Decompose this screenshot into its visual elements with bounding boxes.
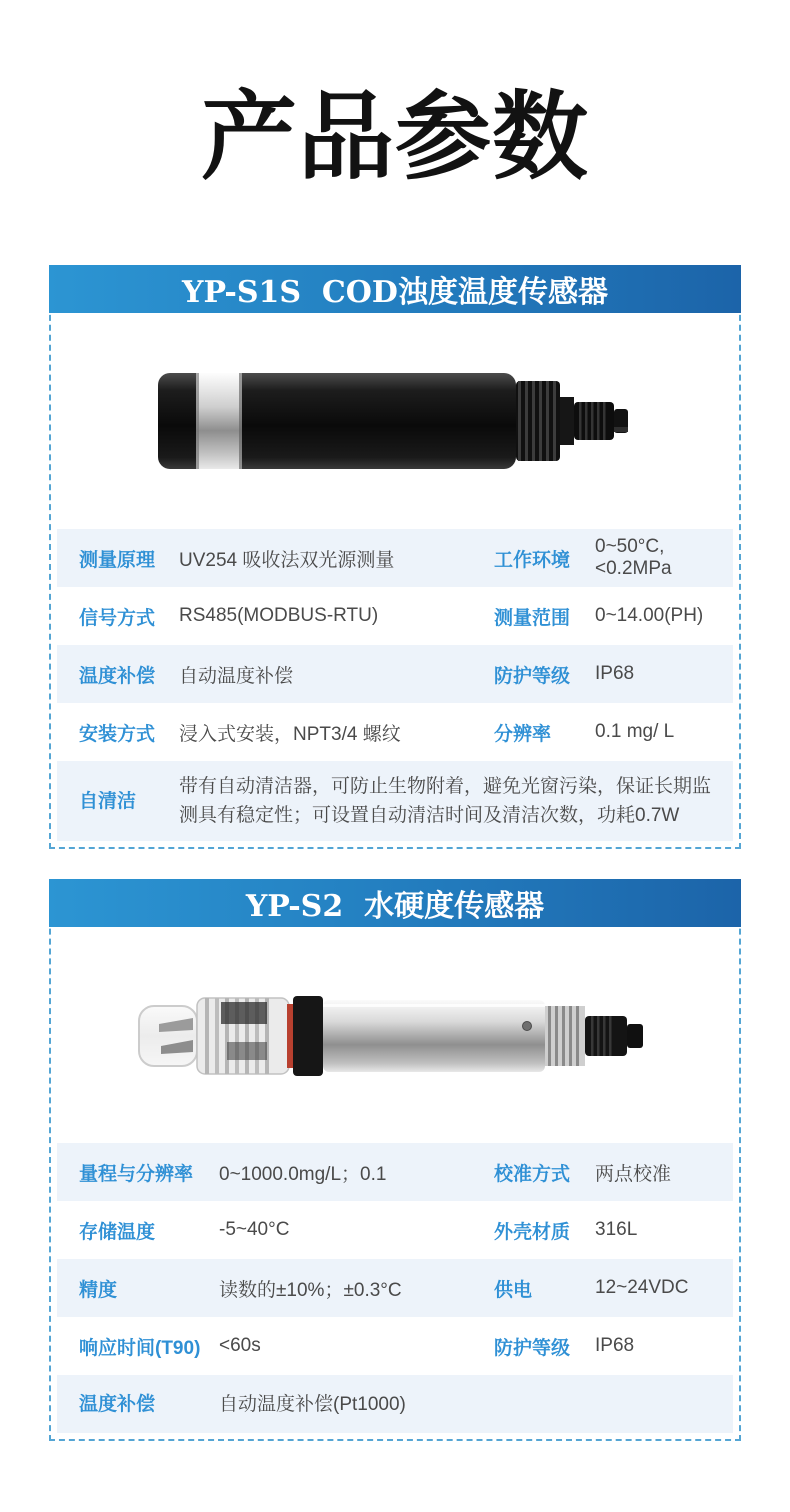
spec-value: IP68 (595, 663, 635, 684)
spec-value: 自动温度补偿 (179, 665, 294, 687)
spec-value: 0~1000.0mg/L；0.1 (219, 1163, 387, 1185)
spec-label: 防护等级 (494, 1337, 571, 1359)
spec-row (57, 1201, 733, 1259)
spec-label: 测量范围 (494, 607, 571, 629)
spec-value: <60s (219, 1335, 261, 1356)
spec-value: 浸入式安装，NPT3/4 螺纹 (179, 723, 401, 745)
spec-label: 安装方式 (79, 723, 156, 745)
spec-label: 精度 (79, 1279, 118, 1301)
spec-value: 12~24VDC (595, 1277, 689, 1298)
card-header-yp-s2: YP-S2 水硬度传感器 (49, 879, 741, 927)
spec-value: 读数的±10%；±0.3°C (219, 1279, 402, 1301)
product-card-yp-s2 (49, 879, 741, 1441)
spec-row (57, 1375, 733, 1433)
spec-label: 自清洁 (79, 790, 137, 812)
spec-value: 两点校准 (595, 1163, 672, 1185)
spec-label: 供电 (494, 1279, 533, 1301)
card-header-yp-s1s: YP-S1S COD浊度温度传感器 (49, 265, 741, 313)
spec-row (57, 761, 733, 841)
spec-label: 工作环境 (494, 549, 571, 571)
spec-value: 0.1 mg/ L (595, 721, 675, 742)
spec-row (57, 529, 733, 587)
spec-label: 响应时间(T90) (79, 1337, 201, 1359)
product-card-yp-s1s (49, 265, 741, 849)
spec-label: 温度补偿 (79, 1393, 156, 1415)
page-title: 产品参数 (201, 80, 589, 193)
spec-row (57, 1317, 733, 1375)
hardness-sensor-image (135, 980, 655, 1090)
product-image-area (51, 313, 739, 529)
spec-row (57, 1143, 733, 1201)
spec-row (57, 587, 733, 645)
spec-value: 0~50°C,<0.2MPa (595, 536, 672, 579)
spec-value: RS485(MODBUS-RTU) (179, 605, 379, 626)
spec-label: 校准方式 (494, 1163, 571, 1185)
spec-label: 测量原理 (79, 549, 156, 571)
spec-row (57, 1259, 733, 1317)
spec-value: 带有自动清洁器，可防止生物附着，避免光窗污染，保证长期监测具有稳定性；可设置自动清洁时间及清洁次数，功耗0.7W (179, 776, 712, 826)
spec-value: 自动温度补偿(Pt1000) (219, 1393, 406, 1415)
spec-label: 信号方式 (79, 607, 156, 629)
spec-table-yp-s1s (51, 529, 739, 847)
spec-row (57, 703, 733, 761)
spec-label: 分辨率 (494, 723, 552, 745)
spec-table-yp-s2 (51, 1143, 739, 1439)
spec-label: 外壳材质 (494, 1221, 571, 1243)
spec-value: -5~40°C (219, 1219, 290, 1240)
product-image-area (51, 927, 739, 1143)
spec-label: 量程与分辨率 (79, 1163, 194, 1185)
spec-label: 防护等级 (494, 665, 571, 687)
cod-sensor-image (156, 369, 634, 473)
spec-value: IP68 (595, 1335, 635, 1356)
spec-value: 316L (595, 1219, 638, 1240)
spec-row (57, 645, 733, 703)
spec-label: 存储温度 (79, 1221, 156, 1243)
spec-value: UV254 吸收法双光源测量 (179, 549, 395, 571)
spec-label: 温度补偿 (79, 665, 156, 687)
spec-value: 0~14.00(PH) (595, 605, 704, 626)
